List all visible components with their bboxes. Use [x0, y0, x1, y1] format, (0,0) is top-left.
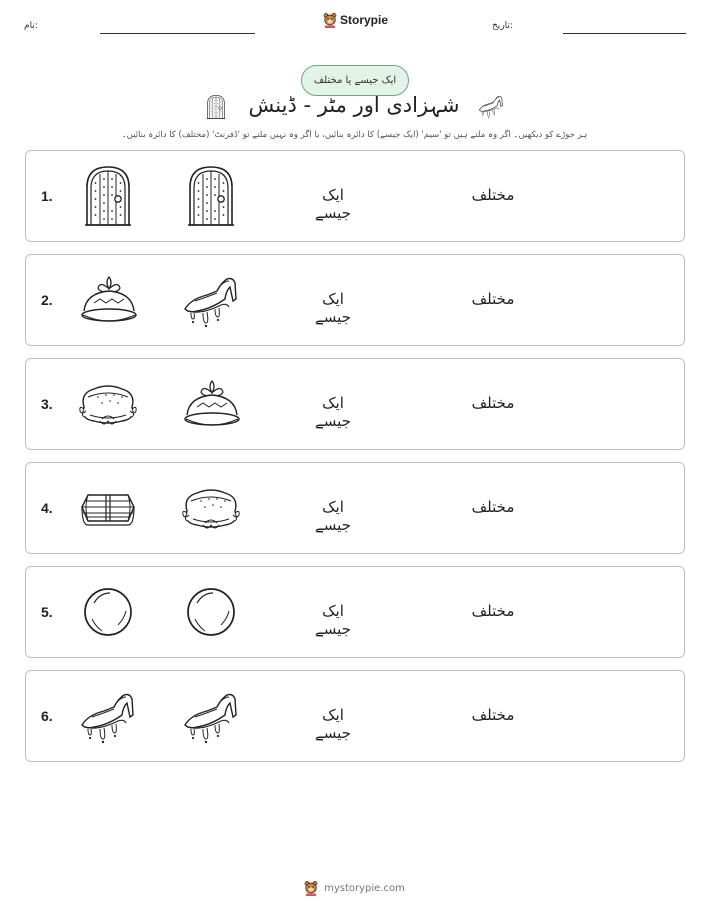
name-label: نام: [24, 21, 38, 31]
glass-slipper-icon [181, 269, 241, 331]
name-line [100, 33, 255, 34]
option-same[interactable]: ایک جیسے [315, 602, 351, 638]
instructions: ہر جوڑے کو دیکھیں۔ اگر وہ ملتے ہیں تو 'سیم' (ایک جیسے) کا دائرہ بنائیں، یا اگر وہ نہیں ملتے تو 'ڈفرنٹ' (مختلف) کا دائرہ بنائیں۔ [121, 130, 588, 140]
brand [323, 12, 388, 28]
door-icon [204, 92, 228, 122]
topic-badge: ایک جیسے یا مختلف [301, 65, 409, 96]
question-row [25, 358, 685, 450]
question-row [25, 566, 685, 658]
glass-slipper-icon [474, 92, 508, 120]
pea-icon [78, 581, 138, 643]
storypie-logo-icon [304, 880, 318, 896]
question-row [25, 254, 685, 346]
option-different[interactable]: مختلف [471, 498, 515, 516]
brand-name: Storypie [340, 13, 389, 27]
title-row [0, 90, 709, 124]
question-number: 5. [41, 604, 53, 620]
option-same[interactable]: ایک جیسے [315, 706, 351, 742]
storypie-logo-icon [323, 12, 337, 28]
option-same[interactable]: ایک جیسے [315, 498, 351, 534]
page-title: شہزادی اور مٹر - ڈینش [248, 93, 460, 117]
crown-icon [181, 373, 241, 435]
question-row [25, 462, 685, 554]
question-number: 6. [41, 708, 53, 724]
question-number: 3. [41, 396, 53, 412]
option-different[interactable]: مختلف [471, 706, 515, 724]
crown-icon [78, 269, 138, 331]
question-row [25, 150, 685, 242]
pea-icon [181, 581, 241, 643]
option-same[interactable]: ایک جیسے [315, 290, 351, 326]
glass-slipper-icon [181, 685, 241, 747]
option-different[interactable]: مختلف [471, 290, 515, 308]
cushion-icon [78, 373, 138, 435]
door-icon [78, 165, 138, 227]
mattress-icon [78, 477, 138, 539]
question-number: 1. [41, 188, 53, 204]
option-different[interactable]: مختلف [471, 602, 515, 620]
question-number: 2. [41, 292, 53, 308]
door-icon [181, 165, 241, 227]
date-line [563, 33, 686, 34]
question-row [25, 670, 685, 762]
option-different[interactable]: مختلف [471, 186, 515, 204]
glass-slipper-icon [78, 685, 138, 747]
cushion-icon [181, 477, 241, 539]
option-different[interactable]: مختلف [471, 394, 515, 412]
footer-site[interactable]: mystorypie.com [324, 882, 405, 894]
worksheet-header [0, 0, 709, 50]
footer [0, 880, 709, 896]
date-label: تاریخ: [492, 21, 513, 31]
option-same[interactable]: ایک جیسے [315, 186, 351, 222]
question-number: 4. [41, 500, 53, 516]
option-same[interactable]: ایک جیسے [315, 394, 351, 430]
